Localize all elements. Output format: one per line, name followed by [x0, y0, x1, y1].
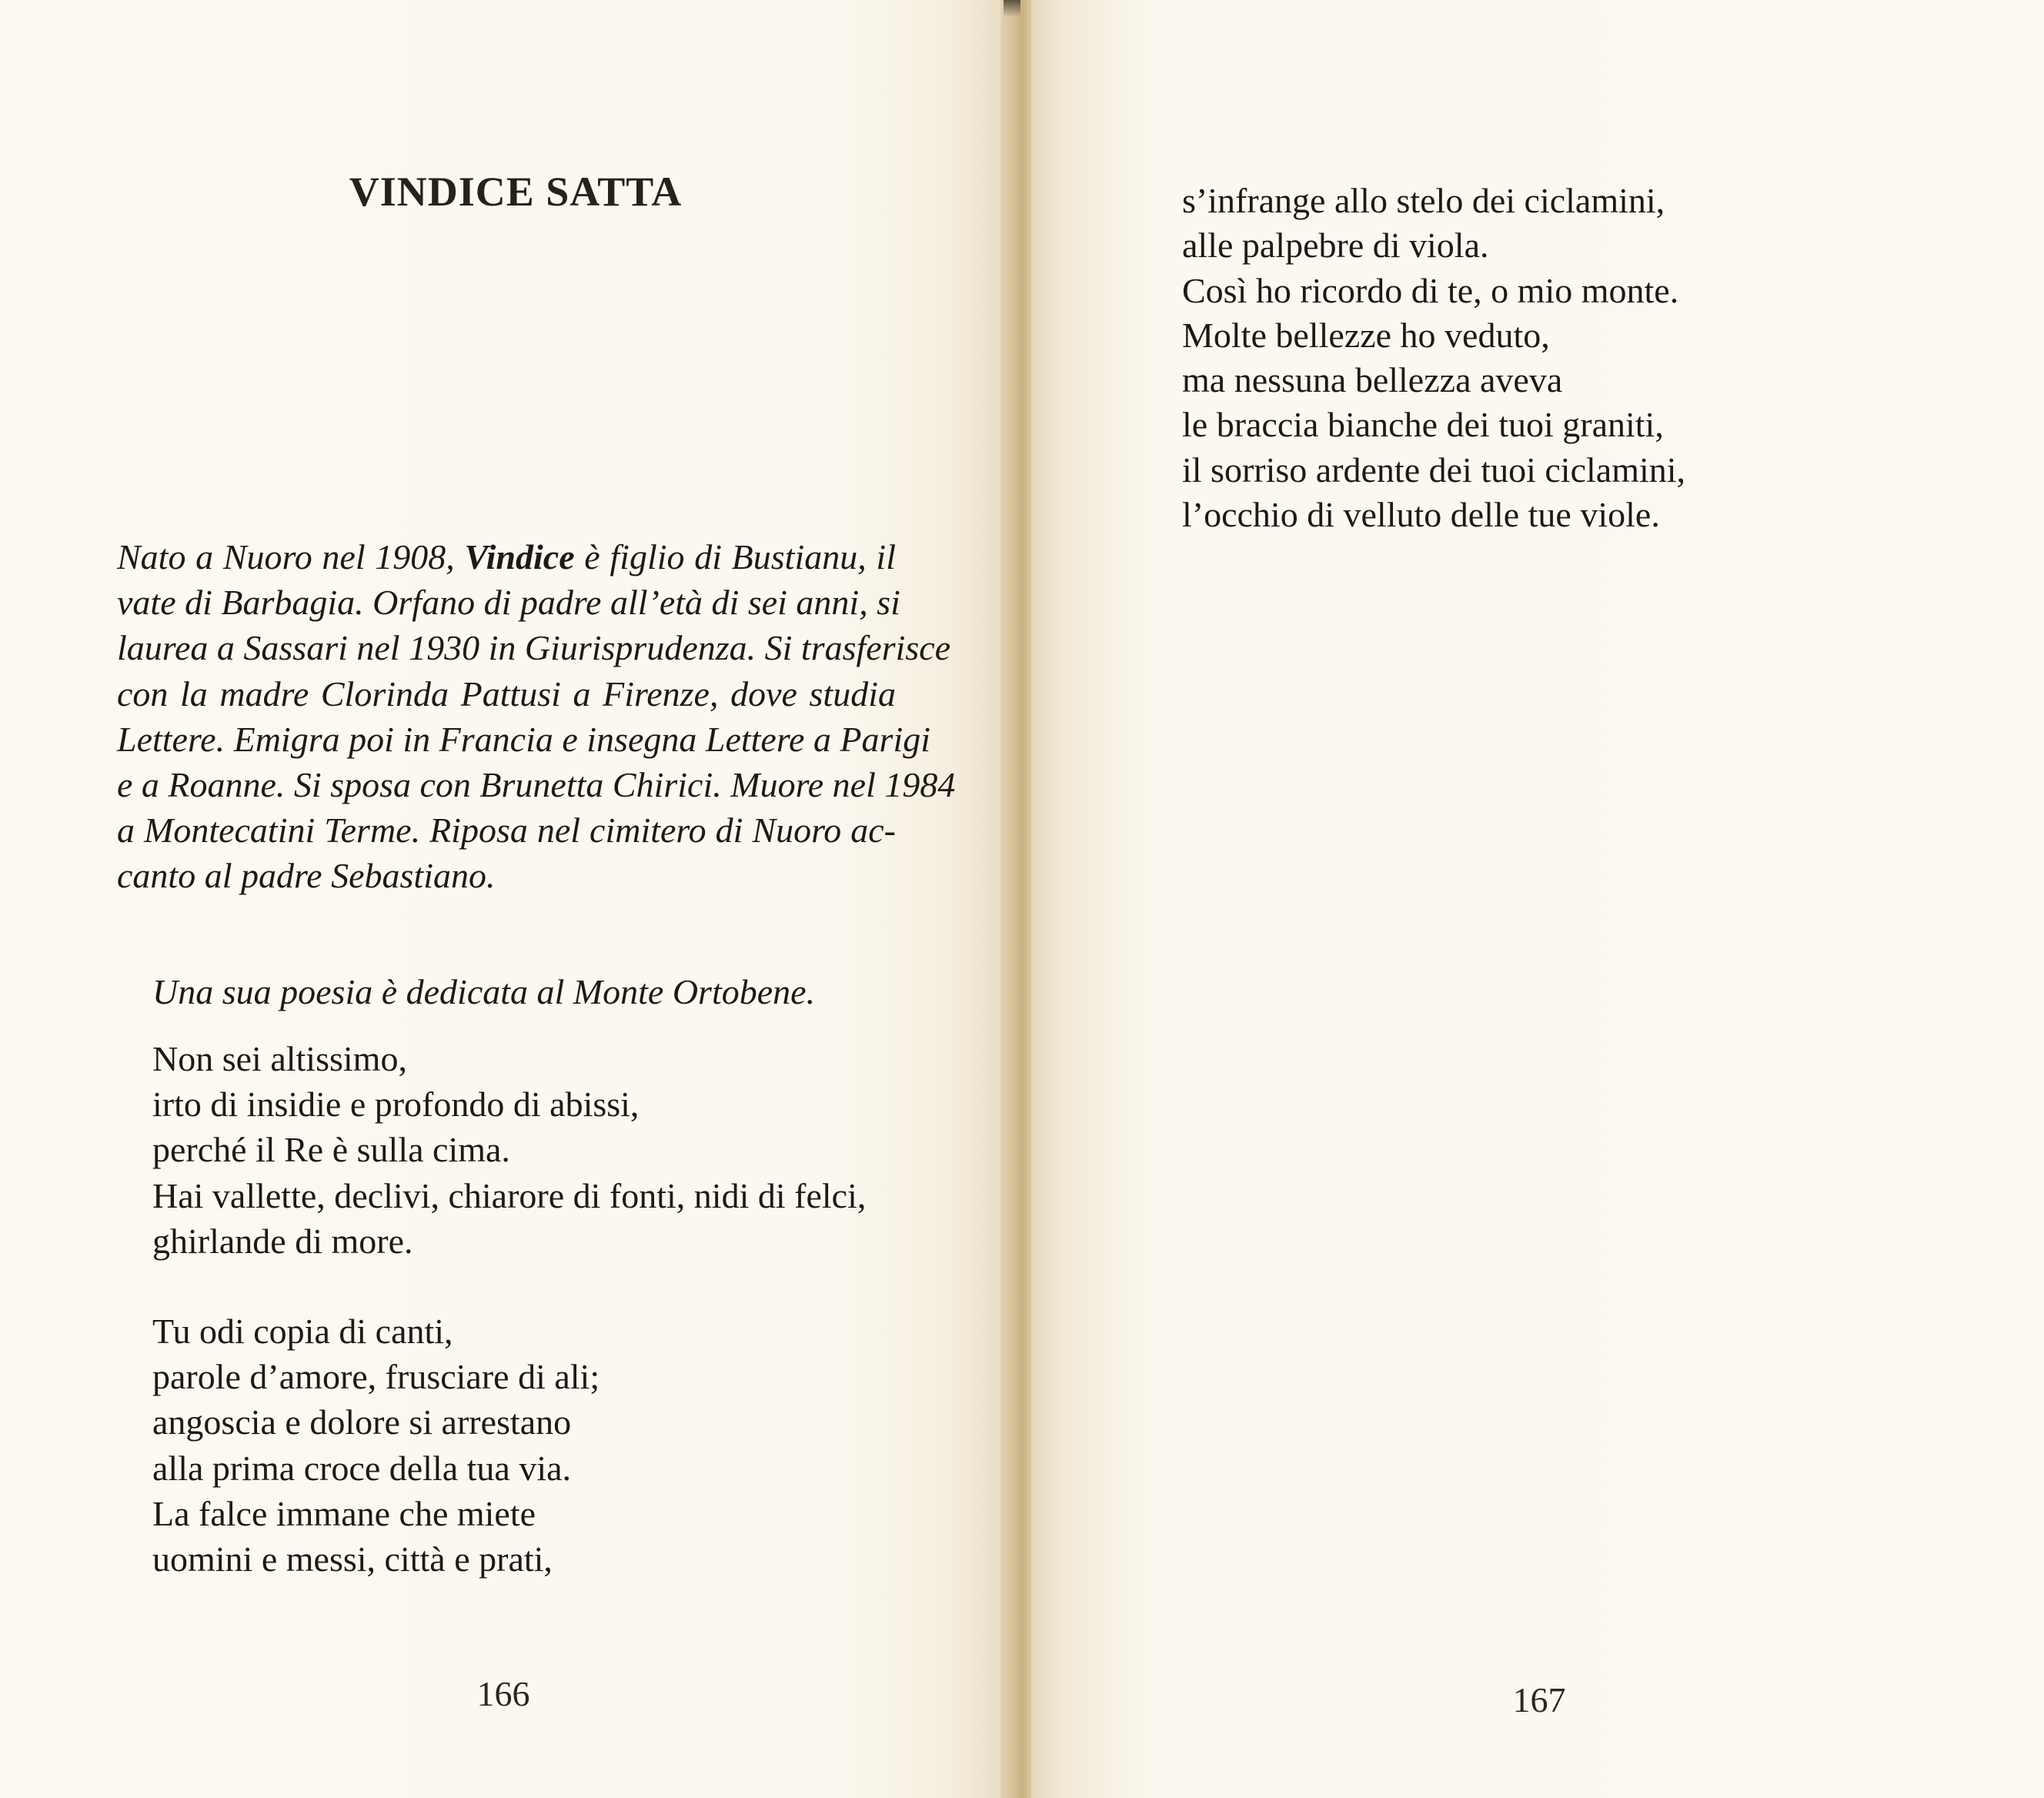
bio-line: vate di Barbagia. Orfano di padre all’età di sei anni, si — [117, 583, 900, 623]
verse-line: Così ho ricordo di te, o mio monte. — [1182, 270, 1679, 310]
gutter-shadow — [1004, 0, 1020, 17]
verse-line: perché il Re è sulla cima. — [152, 1130, 510, 1170]
bio-line: e a Roanne. Si sposa con Brunetta Chirici. Muore nel 1984 — [117, 765, 956, 805]
verse-line: s’infrange allo stelo dei ciclamini, — [1182, 181, 1665, 220]
left-page — [0, 0, 1013, 1798]
verse-line: Molte bellezze ho veduto, — [1182, 315, 1550, 355]
verse-line: Hai vallette, declivi, chiarore di fonti, nidi di felci, — [152, 1175, 867, 1215]
verse-line: ghirlande di more. — [152, 1221, 413, 1261]
verse-line: l’occhio di velluto delle tue viole. — [1182, 495, 1660, 535]
verse-line: Tu odi copia di canti, — [152, 1312, 453, 1351]
poem-intro: Una sua poesia è dedicata al Monte Ortobene. — [152, 972, 816, 1011]
bio-line: a Montecatini Terme. Riposa nel cimitero di Nuoro ac- — [117, 810, 896, 851]
verse-line: parole d’amore, frusciare di ali; — [152, 1357, 600, 1397]
chapter-title: VINDICE SATTA — [349, 169, 683, 215]
verse-line: ma nessuna bellezza aveva — [1182, 360, 1563, 400]
verse-line: La falce immane che miete — [152, 1493, 536, 1533]
bio-line: Nato a Nuoro nel 1908, Vindice è figlio di Bustianu, il — [117, 537, 896, 576]
poem-stanza-1 — [152, 1036, 922, 1264]
page-number: 166 — [476, 1674, 530, 1713]
bio-line: Lettere. Emigra poi in Francia e insegna Lettere a Parigi — [117, 719, 931, 759]
bio-line: canto al padre Sebastiano. — [117, 856, 496, 896]
verse-line: angoscia e dolore si arrestano — [152, 1402, 572, 1442]
biography-paragraph — [117, 534, 956, 899]
verse-line: uomini e messi, città e prati, — [152, 1539, 553, 1579]
verse-line: Non sei altissimo, — [152, 1039, 407, 1078]
verse-line: alle palpebre di viola. — [1182, 226, 1489, 266]
poem-stanza-2 — [152, 1308, 922, 1582]
bio-line: con la madre Clorinda Pattusi a Firenze, dove studia — [117, 673, 896, 714]
page-number: 167 — [1512, 1680, 1566, 1719]
verse-line: alla prima croce della tua via. — [152, 1448, 572, 1488]
bio-name: Vindice — [464, 537, 575, 576]
verse-line: irto di insidie e profondo di abissi, — [152, 1084, 640, 1125]
poem-stanza-3 — [1182, 179, 1721, 537]
verse-line: il sorriso ardente dei tuoi ciclamini, — [1182, 450, 1686, 490]
verse-line: le braccia bianche dei tuoi graniti, — [1182, 405, 1664, 445]
bio-line: laurea a Sassari nel 1930 in Giurisprudenza. Si trasferisce — [117, 628, 951, 668]
